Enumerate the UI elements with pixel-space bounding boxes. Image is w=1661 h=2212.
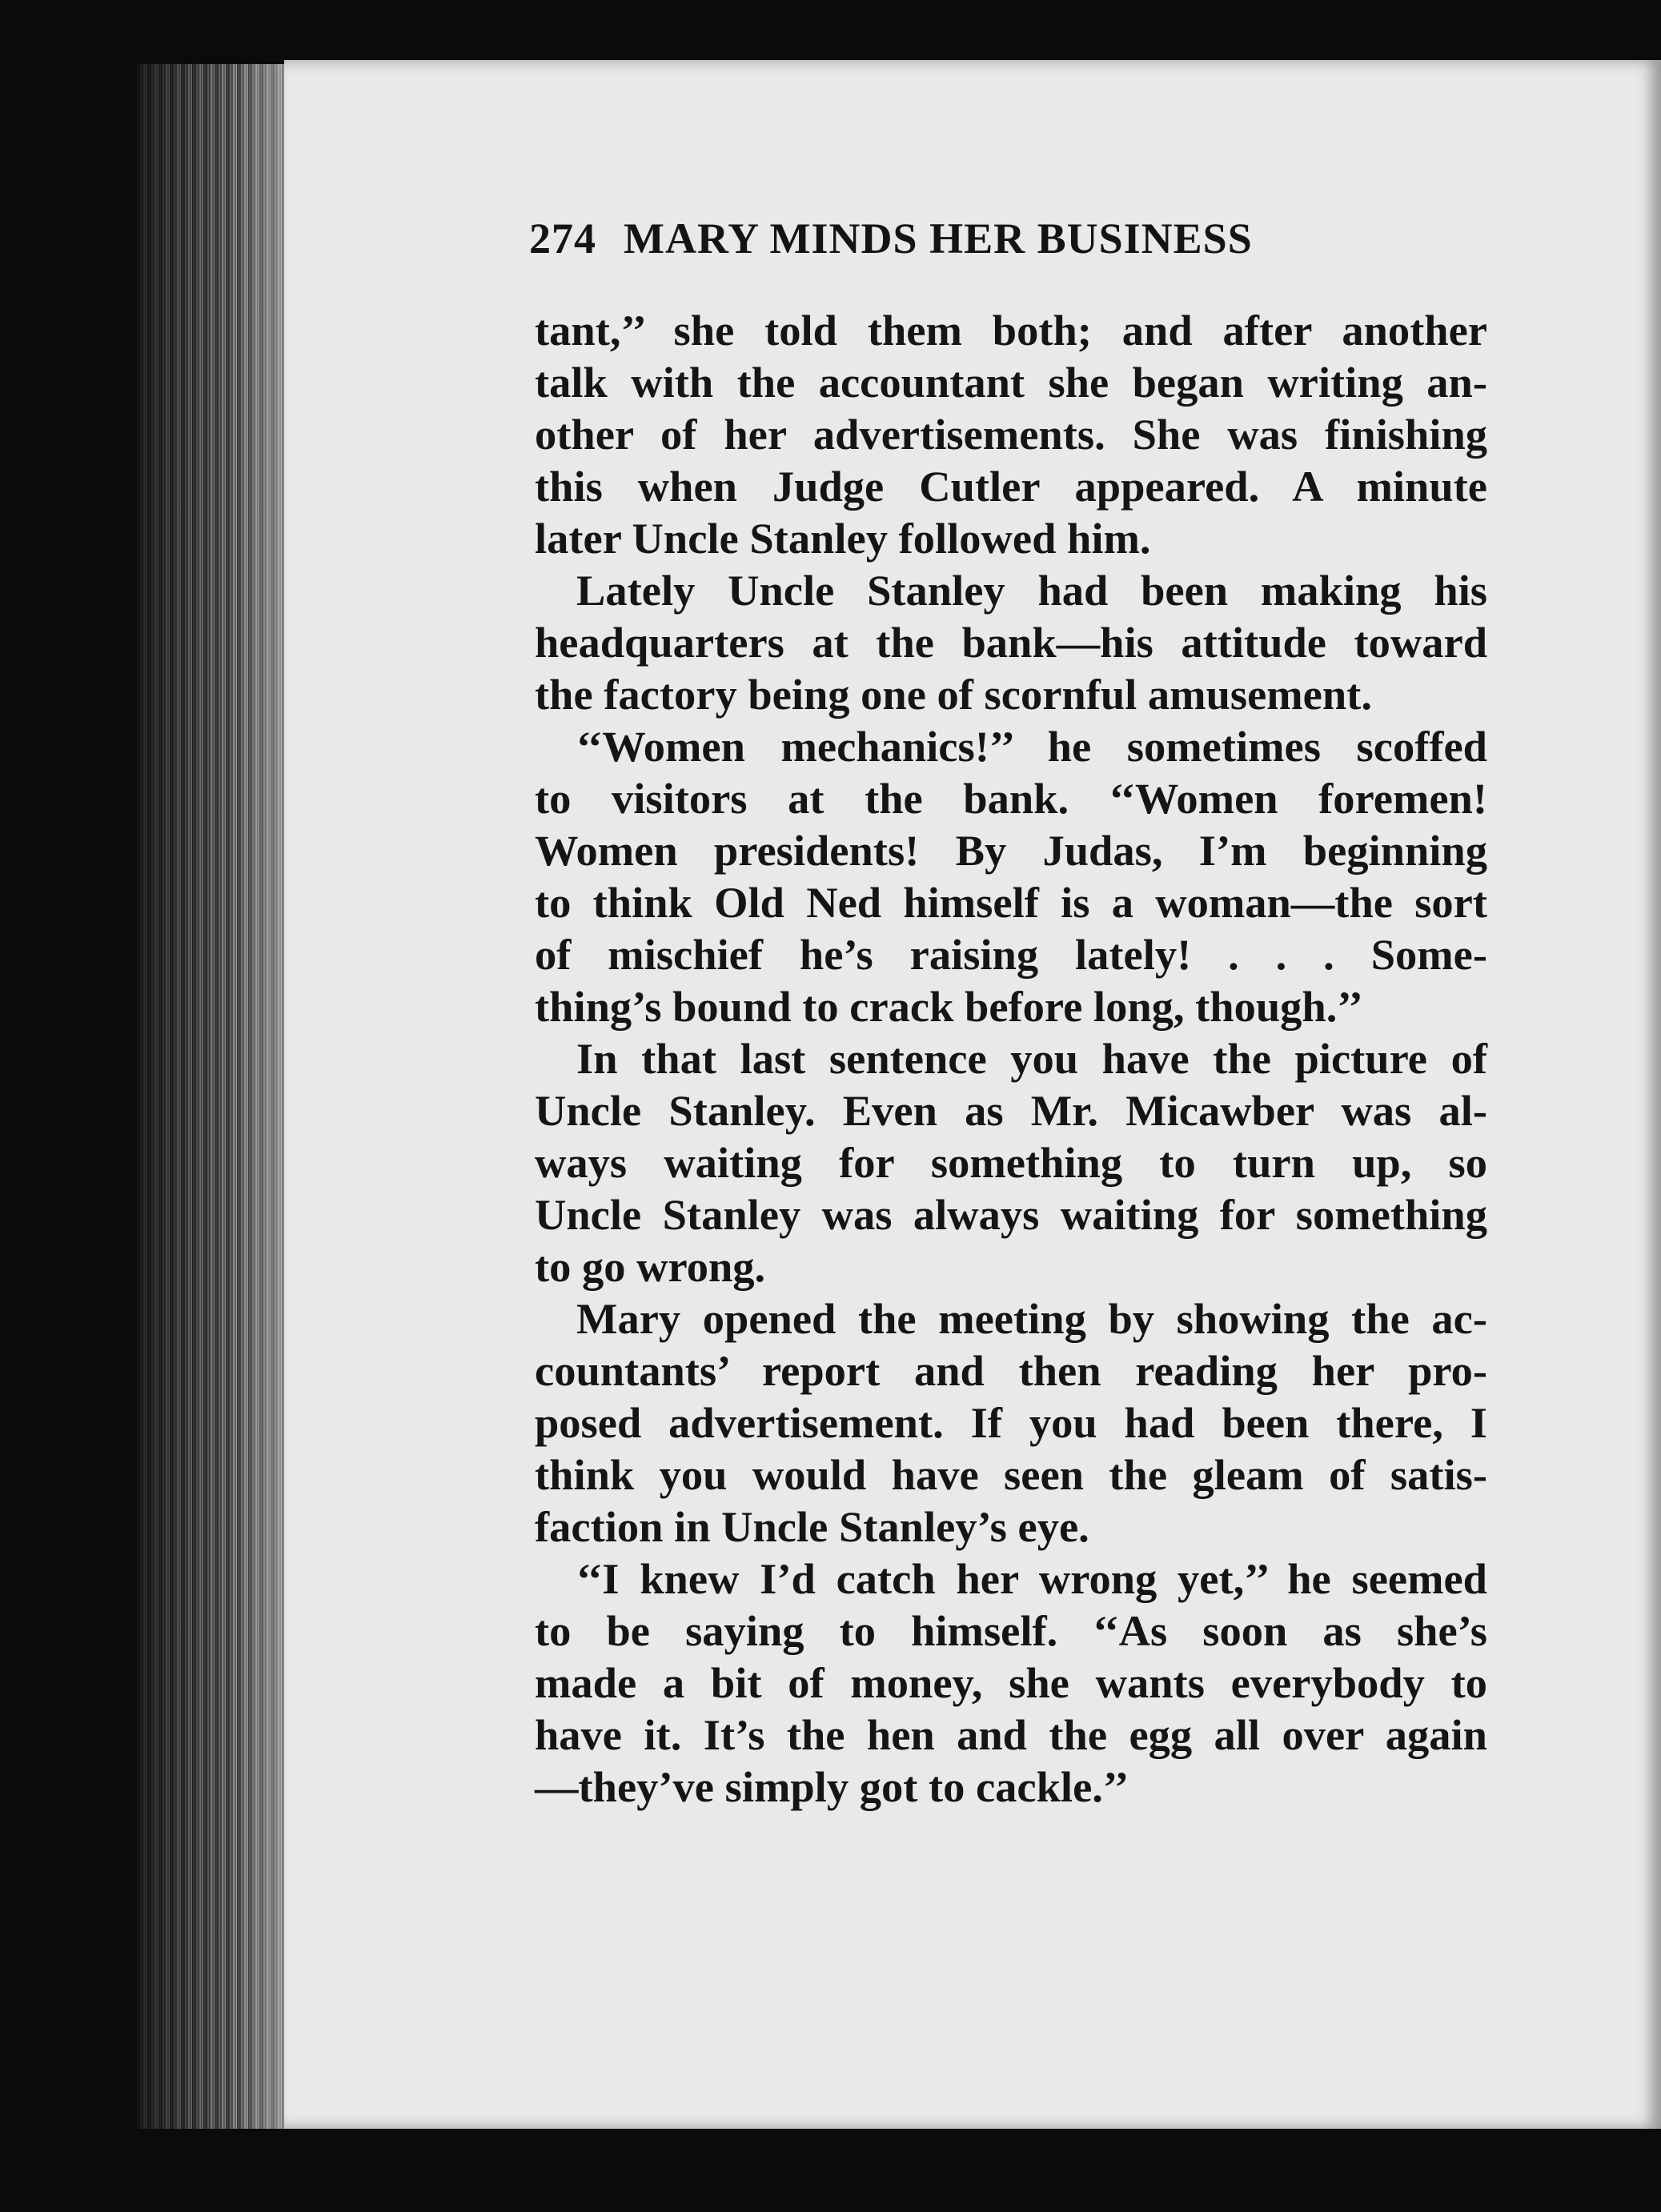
- paragraph: [535, 564, 1487, 720]
- text-line: Uncle Stanley was always waiting for something: [535, 1190, 1487, 1239]
- body-text: [535, 304, 1487, 1813]
- book-page-edges: [136, 64, 296, 2129]
- page-number: 274: [529, 214, 596, 262]
- text-line: have it. It’s the hen and the egg all over again: [535, 1710, 1487, 1759]
- text-line: to visitors at the bank. ‘‘Women foremen!: [535, 774, 1487, 823]
- book-page: [284, 60, 1661, 2129]
- paragraph: [535, 1553, 1487, 1813]
- paragraph: [535, 720, 1487, 1032]
- paragraph: [535, 1292, 1487, 1553]
- text-line: countants’ report and then reading her pro-: [535, 1346, 1487, 1395]
- text-line: headquarters at the bank—his attitude toward: [535, 618, 1487, 667]
- text-line: Lately Uncle Stanley had been making his: [576, 566, 1487, 615]
- running-header: [529, 214, 1378, 263]
- paragraph: [535, 304, 1487, 564]
- text-line: ‘‘Women mechanics!’’ he sometimes scoffed: [576, 722, 1487, 771]
- text-line: In that last sentence you have the picture of: [576, 1034, 1487, 1083]
- text-line: thing’s bound to crack before long, though.’’: [535, 982, 1363, 1031]
- text-line: ‘‘I knew I’d catch her wrong yet,’’ he seemed: [576, 1554, 1487, 1603]
- text-line: to go wrong.: [535, 1242, 766, 1291]
- text-line: tant,’’ she told them both; and after another: [535, 306, 1487, 355]
- text-line: to be saying to himself. ‘‘As soon as she’s: [535, 1606, 1487, 1655]
- text-line: posed advertisement. If you had been there, I: [535, 1398, 1487, 1447]
- text-line: later Uncle Stanley followed him.: [535, 514, 1151, 563]
- text-line: this when Judge Cutler appeared. A minute: [535, 462, 1487, 511]
- text-line: Women presidents! By Judas, I’m beginning: [535, 826, 1487, 875]
- text-line: of mischief he’s raising lately! . . . Some-: [535, 930, 1487, 979]
- paragraph: [535, 1032, 1487, 1292]
- text-line: the factory being one of scornful amusement.: [535, 670, 1372, 719]
- text-line: —they’ve simply got to cackle.’’: [535, 1762, 1129, 1811]
- text-line: made a bit of money, she wants everybody to: [535, 1658, 1487, 1707]
- text-line: to think Old Ned himself is a woman—the sort: [535, 878, 1487, 927]
- text-line: ways waiting for something to turn up, so: [535, 1138, 1487, 1187]
- text-line: faction in Uncle Stanley’s eye.: [535, 1502, 1089, 1551]
- text-line: Mary opened the meeting by showing the ac-: [576, 1294, 1487, 1343]
- text-line: Uncle Stanley. Even as Mr. Micawber was al-: [535, 1086, 1487, 1135]
- text-line: talk with the accountant she began writing an-: [535, 358, 1487, 407]
- text-line: think you would have seen the gleam of satis-: [535, 1450, 1487, 1499]
- running-title: MARY MINDS HER BUSINESS: [624, 214, 1253, 262]
- text-line: other of her advertisements. She was finishing: [535, 410, 1487, 459]
